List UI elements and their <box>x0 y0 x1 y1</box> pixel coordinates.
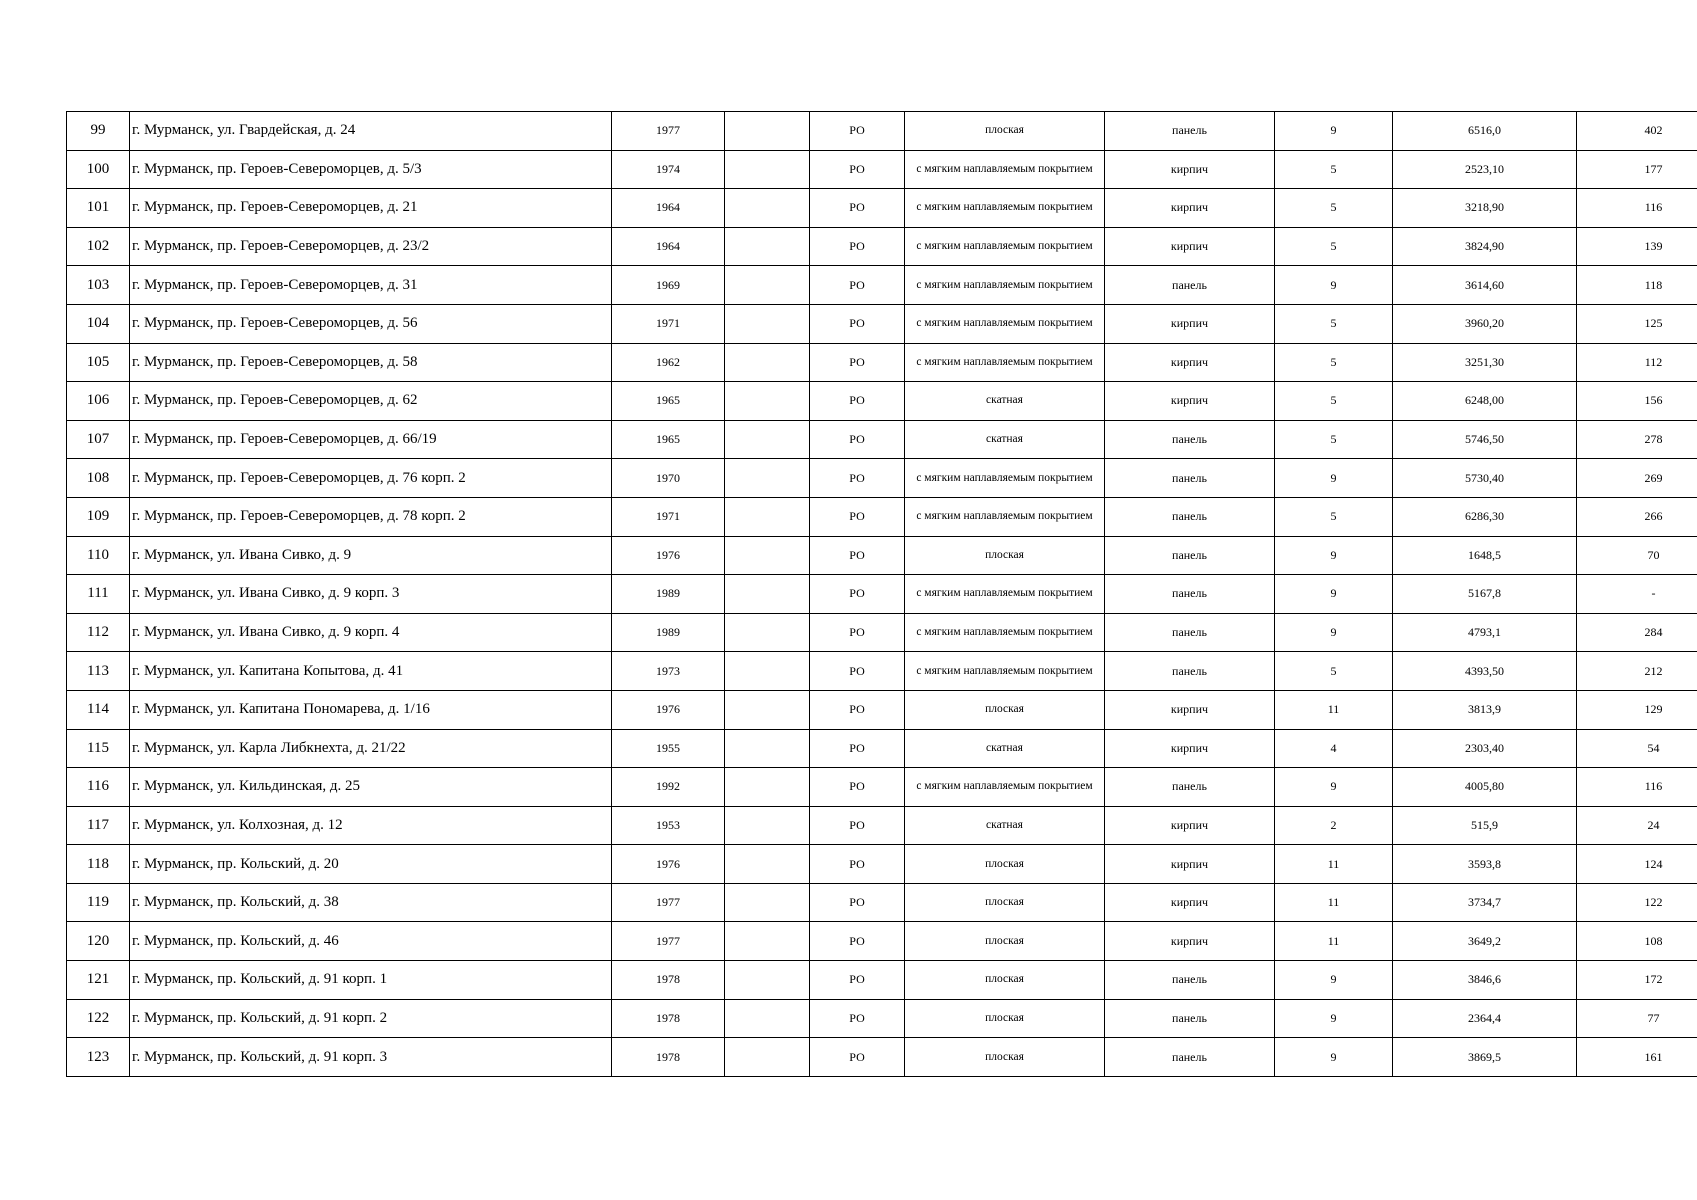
floors-cell: 9 <box>1275 999 1393 1038</box>
floors-cell: 4 <box>1275 729 1393 768</box>
year-cell: 1971 <box>612 497 725 536</box>
table-row <box>67 304 1697 343</box>
table-row <box>67 266 1697 305</box>
floors-cell: 9 <box>1275 613 1393 652</box>
address-cell: г. Мурманск, ул. Карла Либкнехта, д. 21/22 <box>130 729 612 768</box>
area-cell: 6516,0 <box>1393 112 1577 151</box>
empty-cell <box>725 690 810 729</box>
year-cell: 1965 <box>612 420 725 459</box>
year-cell: 1976 <box>612 536 725 575</box>
type-cell: РО <box>810 150 905 189</box>
residents-cell: 161 <box>1577 1038 1697 1077</box>
floors-cell: 5 <box>1275 189 1393 228</box>
address-cell: г. Мурманск, пр. Героев-Североморцев, д. 31 <box>130 266 612 305</box>
floors-cell: 5 <box>1275 652 1393 691</box>
type-cell: РО <box>810 382 905 421</box>
roof-type-cell: с мягким наплавляемым покрытием <box>905 768 1105 807</box>
area-cell: 3813,9 <box>1393 690 1577 729</box>
floors-cell: 5 <box>1275 382 1393 421</box>
floors-cell: 11 <box>1275 845 1393 884</box>
table-row <box>67 536 1697 575</box>
area-cell: 4793,1 <box>1393 613 1577 652</box>
roof-type-cell: с мягким наплавляемым покрытием <box>905 150 1105 189</box>
residents-cell: 269 <box>1577 459 1697 498</box>
wall-material-cell: кирпич <box>1105 150 1275 189</box>
table-row <box>67 112 1697 151</box>
roof-type-cell: скатная <box>905 806 1105 845</box>
year-cell: 1976 <box>612 845 725 884</box>
row-number-cell: 116 <box>67 768 130 807</box>
year-cell: 1964 <box>612 189 725 228</box>
wall-material-cell: кирпич <box>1105 883 1275 922</box>
year-cell: 1965 <box>612 382 725 421</box>
roof-type-cell: скатная <box>905 382 1105 421</box>
row-number-cell: 120 <box>67 922 130 961</box>
roof-type-cell: плоская <box>905 112 1105 151</box>
type-cell: РО <box>810 497 905 536</box>
roof-type-cell: плоская <box>905 845 1105 884</box>
roof-type-cell: с мягким наплавляемым покрытием <box>905 459 1105 498</box>
address-cell: г. Мурманск, пр. Героев-Североморцев, д. 76 корп. 2 <box>130 459 612 498</box>
floors-cell: 9 <box>1275 536 1393 575</box>
roof-type-cell: с мягким наплавляемым покрытием <box>905 189 1105 228</box>
empty-cell <box>725 1038 810 1077</box>
roof-type-cell: скатная <box>905 420 1105 459</box>
type-cell: РО <box>810 652 905 691</box>
table-row <box>67 961 1697 1000</box>
type-cell: РО <box>810 729 905 768</box>
row-number-cell: 112 <box>67 613 130 652</box>
year-cell: 1977 <box>612 922 725 961</box>
table-row <box>67 189 1697 228</box>
wall-material-cell: кирпич <box>1105 189 1275 228</box>
row-number-cell: 122 <box>67 999 130 1038</box>
table-row <box>67 806 1697 845</box>
area-cell: 3649,2 <box>1393 922 1577 961</box>
wall-material-cell: панель <box>1105 266 1275 305</box>
year-cell: 1978 <box>612 1038 725 1077</box>
year-cell: 1977 <box>612 112 725 151</box>
address-cell: г. Мурманск, пр. Кольский, д. 20 <box>130 845 612 884</box>
roof-type-cell: плоская <box>905 883 1105 922</box>
floors-cell: 5 <box>1275 420 1393 459</box>
wall-material-cell: кирпич <box>1105 382 1275 421</box>
residents-cell: 278 <box>1577 420 1697 459</box>
floors-cell: 9 <box>1275 575 1393 614</box>
empty-cell <box>725 112 810 151</box>
row-number-cell: 110 <box>67 536 130 575</box>
area-cell: 2364,4 <box>1393 999 1577 1038</box>
wall-material-cell: панель <box>1105 961 1275 1000</box>
area-cell: 3593,8 <box>1393 845 1577 884</box>
empty-cell <box>725 613 810 652</box>
residents-cell: 116 <box>1577 768 1697 807</box>
area-cell: 3218,90 <box>1393 189 1577 228</box>
address-cell: г. Мурманск, ул. Гвардейская, д. 24 <box>130 112 612 151</box>
area-cell: 3734,7 <box>1393 883 1577 922</box>
floors-cell: 9 <box>1275 768 1393 807</box>
table-row <box>67 382 1697 421</box>
address-cell: г. Мурманск, пр. Героев-Североморцев, д. 78 корп. 2 <box>130 497 612 536</box>
address-cell: г. Мурманск, пр. Кольский, д. 46 <box>130 922 612 961</box>
empty-cell <box>725 652 810 691</box>
area-cell: 6286,30 <box>1393 497 1577 536</box>
residents-cell: 139 <box>1577 227 1697 266</box>
area-cell: 4005,80 <box>1393 768 1577 807</box>
residents-cell: 116 <box>1577 189 1697 228</box>
floors-cell: 11 <box>1275 883 1393 922</box>
roof-type-cell: плоская <box>905 690 1105 729</box>
type-cell: РО <box>810 768 905 807</box>
floors-cell: 5 <box>1275 227 1393 266</box>
type-cell: РО <box>810 883 905 922</box>
floors-cell: 9 <box>1275 1038 1393 1077</box>
residents-cell: 177 <box>1577 150 1697 189</box>
residents-cell: 122 <box>1577 883 1697 922</box>
table-body <box>67 112 1697 1077</box>
residents-cell: 129 <box>1577 690 1697 729</box>
row-number-cell: 102 <box>67 227 130 266</box>
floors-cell: 9 <box>1275 112 1393 151</box>
address-cell: г. Мурманск, ул. Капитана Копытова, д. 41 <box>130 652 612 691</box>
row-number-cell: 117 <box>67 806 130 845</box>
floors-cell: 5 <box>1275 343 1393 382</box>
type-cell: РО <box>810 536 905 575</box>
table-row <box>67 999 1697 1038</box>
table-row <box>67 845 1697 884</box>
roof-type-cell: скатная <box>905 729 1105 768</box>
roof-type-cell: плоская <box>905 922 1105 961</box>
year-cell: 1989 <box>612 575 725 614</box>
area-cell: 5730,40 <box>1393 459 1577 498</box>
area-cell: 3846,6 <box>1393 961 1577 1000</box>
empty-cell <box>725 459 810 498</box>
type-cell: РО <box>810 112 905 151</box>
wall-material-cell: панель <box>1105 575 1275 614</box>
type-cell: РО <box>810 420 905 459</box>
floors-cell: 5 <box>1275 304 1393 343</box>
year-cell: 1989 <box>612 613 725 652</box>
wall-material-cell: панель <box>1105 497 1275 536</box>
residents-cell: 70 <box>1577 536 1697 575</box>
floors-cell: 9 <box>1275 459 1393 498</box>
empty-cell <box>725 497 810 536</box>
row-number-cell: 107 <box>67 420 130 459</box>
table-row <box>67 227 1697 266</box>
floors-cell: 9 <box>1275 266 1393 305</box>
type-cell: РО <box>810 613 905 652</box>
row-number-cell: 111 <box>67 575 130 614</box>
address-cell: г. Мурманск, пр. Героев-Североморцев, д. 66/19 <box>130 420 612 459</box>
empty-cell <box>725 922 810 961</box>
empty-cell <box>725 845 810 884</box>
table-row <box>67 575 1697 614</box>
type-cell: РО <box>810 266 905 305</box>
empty-cell <box>725 806 810 845</box>
wall-material-cell: кирпич <box>1105 845 1275 884</box>
residents-cell: 172 <box>1577 961 1697 1000</box>
row-number-cell: 109 <box>67 497 130 536</box>
row-number-cell: 121 <box>67 961 130 1000</box>
wall-material-cell: кирпич <box>1105 690 1275 729</box>
row-number-cell: 103 <box>67 266 130 305</box>
empty-cell <box>725 575 810 614</box>
area-cell: 5746,50 <box>1393 420 1577 459</box>
year-cell: 1978 <box>612 999 725 1038</box>
residents-cell: - <box>1577 575 1697 614</box>
type-cell: РО <box>810 459 905 498</box>
empty-cell <box>725 150 810 189</box>
table-row <box>67 922 1697 961</box>
address-cell: г. Мурманск, ул. Ивана Сивко, д. 9 <box>130 536 612 575</box>
year-cell: 1955 <box>612 729 725 768</box>
residents-cell: 108 <box>1577 922 1697 961</box>
year-cell: 1962 <box>612 343 725 382</box>
row-number-cell: 114 <box>67 690 130 729</box>
wall-material-cell: панель <box>1105 999 1275 1038</box>
area-cell: 3251,30 <box>1393 343 1577 382</box>
empty-cell <box>725 768 810 807</box>
wall-material-cell: панель <box>1105 768 1275 807</box>
year-cell: 1973 <box>612 652 725 691</box>
table-row <box>67 729 1697 768</box>
housing-table <box>66 111 1697 1077</box>
row-number-cell: 104 <box>67 304 130 343</box>
type-cell: РО <box>810 227 905 266</box>
row-number-cell: 123 <box>67 1038 130 1077</box>
residents-cell: 77 <box>1577 999 1697 1038</box>
wall-material-cell: кирпич <box>1105 227 1275 266</box>
type-cell: РО <box>810 189 905 228</box>
roof-type-cell: плоская <box>905 961 1105 1000</box>
row-number-cell: 115 <box>67 729 130 768</box>
table-row <box>67 150 1697 189</box>
row-number-cell: 99 <box>67 112 130 151</box>
table-row <box>67 690 1697 729</box>
floors-cell: 11 <box>1275 922 1393 961</box>
address-cell: г. Мурманск, пр. Героев-Североморцев, д. 23/2 <box>130 227 612 266</box>
residents-cell: 124 <box>1577 845 1697 884</box>
type-cell: РО <box>810 845 905 884</box>
area-cell: 6248,00 <box>1393 382 1577 421</box>
wall-material-cell: панель <box>1105 459 1275 498</box>
year-cell: 1976 <box>612 690 725 729</box>
roof-type-cell: с мягким наплавляемым покрытием <box>905 266 1105 305</box>
floors-cell: 5 <box>1275 497 1393 536</box>
table-row <box>67 1038 1697 1077</box>
roof-type-cell: с мягким наплавляемым покрытием <box>905 575 1105 614</box>
table-row <box>67 768 1697 807</box>
residents-cell: 125 <box>1577 304 1697 343</box>
area-cell: 2523,10 <box>1393 150 1577 189</box>
row-number-cell: 119 <box>67 883 130 922</box>
residents-cell: 112 <box>1577 343 1697 382</box>
address-cell: г. Мурманск, пр. Героев-Североморцев, д. 5/3 <box>130 150 612 189</box>
address-cell: г. Мурманск, ул. Кильдинская, д. 25 <box>130 768 612 807</box>
floors-cell: 9 <box>1275 961 1393 1000</box>
floors-cell: 5 <box>1275 150 1393 189</box>
empty-cell <box>725 536 810 575</box>
address-cell: г. Мурманск, ул. Капитана Пономарева, д. 1/16 <box>130 690 612 729</box>
type-cell: РО <box>810 806 905 845</box>
wall-material-cell: панель <box>1105 652 1275 691</box>
empty-cell <box>725 189 810 228</box>
row-number-cell: 113 <box>67 652 130 691</box>
address-cell: г. Мурманск, пр. Кольский, д. 91 корп. 2 <box>130 999 612 1038</box>
area-cell: 515,9 <box>1393 806 1577 845</box>
residents-cell: 212 <box>1577 652 1697 691</box>
type-cell: РО <box>810 922 905 961</box>
roof-type-cell: с мягким наплавляемым покрытием <box>905 343 1105 382</box>
area-cell: 5167,8 <box>1393 575 1577 614</box>
address-cell: г. Мурманск, пр. Кольский, д. 91 корп. 3 <box>130 1038 612 1077</box>
type-cell: РО <box>810 1038 905 1077</box>
roof-type-cell: плоская <box>905 536 1105 575</box>
area-cell: 3960,20 <box>1393 304 1577 343</box>
residents-cell: 402 <box>1577 112 1697 151</box>
address-cell: г. Мурманск, ул. Ивана Сивко, д. 9 корп. 3 <box>130 575 612 614</box>
wall-material-cell: панель <box>1105 420 1275 459</box>
residents-cell: 284 <box>1577 613 1697 652</box>
table-row <box>67 613 1697 652</box>
roof-type-cell: плоская <box>905 1038 1105 1077</box>
table-row <box>67 459 1697 498</box>
year-cell: 1964 <box>612 227 725 266</box>
area-cell: 3824,90 <box>1393 227 1577 266</box>
roof-type-cell: с мягким наплавляемым покрытием <box>905 613 1105 652</box>
empty-cell <box>725 729 810 768</box>
roof-type-cell: с мягким наплавляемым покрытием <box>905 304 1105 343</box>
residents-cell: 54 <box>1577 729 1697 768</box>
type-cell: РО <box>810 690 905 729</box>
residents-cell: 156 <box>1577 382 1697 421</box>
address-cell: г. Мурманск, ул. Колхозная, д. 12 <box>130 806 612 845</box>
row-number-cell: 106 <box>67 382 130 421</box>
empty-cell <box>725 420 810 459</box>
residents-cell: 266 <box>1577 497 1697 536</box>
year-cell: 1969 <box>612 266 725 305</box>
empty-cell <box>725 961 810 1000</box>
residents-cell: 24 <box>1577 806 1697 845</box>
year-cell: 1974 <box>612 150 725 189</box>
wall-material-cell: панель <box>1105 613 1275 652</box>
empty-cell <box>725 343 810 382</box>
row-number-cell: 101 <box>67 189 130 228</box>
empty-cell <box>725 304 810 343</box>
type-cell: РО <box>810 343 905 382</box>
year-cell: 1970 <box>612 459 725 498</box>
roof-type-cell: с мягким наплавляемым покрытием <box>905 652 1105 691</box>
area-cell: 4393,50 <box>1393 652 1577 691</box>
floors-cell: 2 <box>1275 806 1393 845</box>
wall-material-cell: панель <box>1105 112 1275 151</box>
residents-cell: 118 <box>1577 266 1697 305</box>
empty-cell <box>725 266 810 305</box>
wall-material-cell: кирпич <box>1105 729 1275 768</box>
area-cell: 3614,60 <box>1393 266 1577 305</box>
wall-material-cell: кирпич <box>1105 304 1275 343</box>
roof-type-cell: плоская <box>905 999 1105 1038</box>
year-cell: 1953 <box>612 806 725 845</box>
wall-material-cell: кирпич <box>1105 343 1275 382</box>
address-cell: г. Мурманск, пр. Героев-Североморцев, д. 62 <box>130 382 612 421</box>
type-cell: РО <box>810 304 905 343</box>
area-cell: 2303,40 <box>1393 729 1577 768</box>
empty-cell <box>725 227 810 266</box>
address-cell: г. Мурманск, пр. Кольский, д. 38 <box>130 883 612 922</box>
type-cell: РО <box>810 999 905 1038</box>
table-row <box>67 652 1697 691</box>
year-cell: 1978 <box>612 961 725 1000</box>
wall-material-cell: кирпич <box>1105 806 1275 845</box>
empty-cell <box>725 382 810 421</box>
table-row <box>67 420 1697 459</box>
table-row <box>67 497 1697 536</box>
wall-material-cell: панель <box>1105 536 1275 575</box>
table-row <box>67 883 1697 922</box>
roof-type-cell: с мягким наплавляемым покрытием <box>905 497 1105 536</box>
row-number-cell: 105 <box>67 343 130 382</box>
year-cell: 1992 <box>612 768 725 807</box>
address-cell: г. Мурманск, пр. Героев-Североморцев, д. 21 <box>130 189 612 228</box>
floors-cell: 11 <box>1275 690 1393 729</box>
year-cell: 1977 <box>612 883 725 922</box>
address-cell: г. Мурманск, пр. Героев-Североморцев, д. 58 <box>130 343 612 382</box>
area-cell: 3869,5 <box>1393 1038 1577 1077</box>
row-number-cell: 108 <box>67 459 130 498</box>
wall-material-cell: панель <box>1105 1038 1275 1077</box>
empty-cell <box>725 883 810 922</box>
type-cell: РО <box>810 961 905 1000</box>
address-cell: г. Мурманск, ул. Ивана Сивко, д. 9 корп. 4 <box>130 613 612 652</box>
address-cell: г. Мурманск, пр. Кольский, д. 91 корп. 1 <box>130 961 612 1000</box>
year-cell: 1971 <box>612 304 725 343</box>
row-number-cell: 118 <box>67 845 130 884</box>
area-cell: 1648,5 <box>1393 536 1577 575</box>
table-row <box>67 343 1697 382</box>
address-cell: г. Мурманск, пр. Героев-Североморцев, д. 56 <box>130 304 612 343</box>
type-cell: РО <box>810 575 905 614</box>
wall-material-cell: кирпич <box>1105 922 1275 961</box>
row-number-cell: 100 <box>67 150 130 189</box>
empty-cell <box>725 999 810 1038</box>
roof-type-cell: с мягким наплавляемым покрытием <box>905 227 1105 266</box>
